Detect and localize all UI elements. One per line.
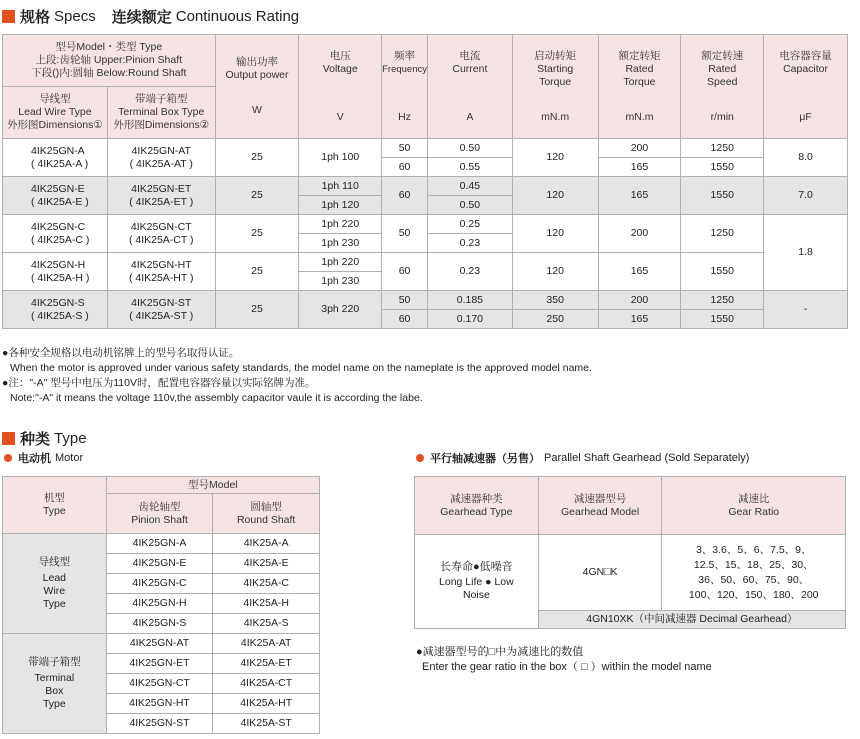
table-row: 4IK25GN-C 4IK25A-C (3, 574, 320, 594)
spec-row-c: 4IK25GN-C ( 4IK25A-C ) 4IK25GN-CT ( 4IK25A-CT ) 25 1ph 220 50 0.25 120 200 1250 1.8 (3, 215, 848, 234)
specs-title-cn: 规格 (20, 9, 51, 26)
section-square-icon (2, 432, 15, 445)
bullet-dot-icon (4, 454, 12, 462)
gearhead-type-header: 减速器种类 Gearhead Type (415, 477, 539, 535)
pinion-header: 齿轮轴型 Pinion Shaft (106, 494, 213, 534)
table-row: 4IK25GN-CT 4IK25A-CT (3, 674, 320, 694)
table-row: 4IK25GN-E 4IK25A-E (3, 554, 320, 574)
table-row: 4IK25GN-HT 4IK25A-HT (3, 694, 320, 714)
terminal-box-header: 带端子箱型 Terminal Box Type 外形图Dimensions② (107, 87, 215, 139)
capacitor-header: 电容器容量 Capacitor μF (764, 35, 848, 139)
table-row: 4IK25GN-S 4IK25A-S (3, 614, 320, 634)
gear-note-en: Enter the gear ratio in the box（ □ ）within the model name (422, 661, 712, 673)
lead-wire-header: 导线型 Lead Wire Type 外形图Dimensions① (3, 87, 108, 139)
motor-subtitle: 电动机 Motor (4, 450, 83, 466)
rating-title-en: Continuous Rating (175, 8, 300, 25)
rating-title-cn: 连续额定 (111, 9, 172, 26)
note-2-en: Note:"-A" it means the voltage 110v,the assembly capacitor vaule it is according the labe. (10, 392, 423, 404)
lead-wire-type-cell: 导线型 Lead Wire Type (3, 534, 107, 634)
model-header: 型号Model (106, 477, 319, 494)
spec-row-s: 4IK25GN-S ( 4IK25A-S ) 4IK25GN-ST ( 4IK25A-ST ) 25 3ph 220 50 0.185 350 200 1250 - (3, 291, 848, 310)
model-header (3, 35, 216, 87)
gear-note-cn: ●减速器型号的□中为减速比的数值 (416, 646, 584, 658)
rated-torque-header: 额定转矩 Rated Torque mN.m (598, 35, 681, 139)
motor-type-table (2, 476, 320, 734)
table-row: 4IK25GN-ST 4IK25A-ST (3, 714, 320, 734)
gearhead-subtitle: 平行轴减速器（另售） Parallel Shaft Gearhead (Sold Separately) (416, 450, 749, 466)
terminal-box-type-cell: 带端子箱型 Terminal Box Type (3, 634, 107, 734)
table-row: 4IK25GN-H 4IK25A-H (3, 594, 320, 614)
note-1-cn: ●各种安全规格以电动机铭牌上的型号名取得认证。 (2, 347, 240, 359)
type-title-en: Type (54, 430, 87, 447)
current-header: 电流 Current A (428, 35, 513, 139)
type-section-title (2, 428, 87, 449)
gear-note (416, 645, 712, 675)
spec-row-e: 4IK25GN-E ( 4IK25A-E ) 4IK25GN-ET ( 4IK25A-ET ) 25 1ph 110 60 0.45 120 165 1550 7.0 (3, 177, 848, 196)
starting-torque-header: 启动转矩 Starting Torque mN.m (512, 35, 598, 139)
spec-row-h: 4IK25GN-H ( 4IK25A-H ) 4IK25GN-HT ( 4IK25A-HT ) 25 1ph 220 60 0.23 120 165 1550 (3, 253, 848, 272)
power-header: 输出功率 Output power W (215, 35, 299, 139)
gearhead-model-cell: 4GN□K (538, 535, 662, 611)
model-title: 型号Model・类型 Type (55, 41, 163, 53)
type-title-cn: 种类 (20, 431, 51, 448)
specs-section-title (2, 6, 299, 27)
type-header: 机型 Type (3, 477, 107, 534)
note-1-en: When the motor is approved under various safety standards, the model name on the nameplate is the approved model name. (10, 362, 592, 374)
long-life-cell: 长寿命●低噪音 Long Life ● Low Noise (415, 535, 539, 629)
lower-note: 下段()内:圆轴 Below:Round Shaft (31, 67, 187, 79)
gear-ratio-header: 减速比 Gear Ratio (662, 477, 846, 535)
spec-row-a: 4IK25GN-A ( 4IK25A-A ) 4IK25GN-AT ( 4IK25A-AT ) 25 1ph 100 50 0.50 120 200 1250 8.0 (3, 139, 848, 158)
voltage-header: 电压 Voltage V (299, 35, 382, 139)
spec-notes (2, 346, 592, 406)
gearhead-model-header: 减速器型号 Gearhead Model (538, 477, 662, 535)
bullet-dot-icon (416, 454, 424, 462)
gearhead-table (414, 476, 846, 629)
specs-table: 型号Model・类型 Type 上段:齿轮轴 Upper:Pinion Shaft 下段()内:圆轴 Below:Round Shaft 输出功率 Output power W 电压 Voltage V 频率 Frequency Hz 电流 Current A 启动转矩 Starting Torque mN.m 额定转矩 Rated Torque mN.m 额定转速 Rated Speed r/min 电容器容量 Capacitor μF 导线型 Lead Wire Type 外形图Dimensions① 带端子箱型 Terminal Box Type 外形图Dimensions② 4IK25GN-A ( 4IK25A-A ) 4IK25GN-AT ( 4IK25A-AT ) 25 1ph 100 50 0.50 120 200 1250 8.0 60 0.55 165 1550 4IK25GN-E ( 4IK25A-E ) 4IK25GN-ET ( 4IK25A-ET ) 25 1ph 110 60 0.45 120 165 1550 7.0 1ph 120 0.50 4IK25GN-C ( 4IK25A-C ) 4IK25GN-CT ( 4IK25A-CT ) 25 1ph 220 50 0.25 120 200 1250 1.8 1ph 230 0.23 4IK25GN-H ( 4IK25A-H ) 4IK25GN-HT ( 4IK25A-HT ) 25 1ph 220 60 0.23 120 165 1550 1ph 230 4IK25GN-S ( 4IK25A-S ) 4IK25GN-ST ( 4IK25A-ST ) 25 3ph 220 50 0.185 350 200 1250 - 60 0.170 250 165 1550 (2, 34, 848, 329)
frequency-header: 频率 Frequency Hz (382, 35, 428, 139)
rated-speed-header: 额定转速 Rated Speed r/min (681, 35, 764, 139)
gear-ratio-cell: 3、3.6、5、6、7.5、9、 12.5、15、18、25、30、 36、50、60、75、90、 100、120、150、180、200 (662, 535, 846, 611)
round-header: 圆轴型 Round Shaft (213, 494, 320, 534)
decimal-gearhead-cell: 4GN10XK（中间减速器 Decimal Gearhead） (538, 611, 845, 629)
table-row: 导线型 Lead Wire Type 4IK25GN-A 4IK25A-A (3, 534, 320, 554)
table-row: 带端子箱型 Terminal Box Type 4IK25GN-AT 4IK25A-AT (3, 634, 320, 654)
section-square-icon (2, 10, 15, 23)
note-2-cn: ●注："-A" 型号中电压为110V时，配置电容器容量以实际铭牌为准。 (2, 377, 316, 389)
specs-title-en: Specs (54, 8, 96, 25)
table-row: 4IK25GN-ET 4IK25A-ET (3, 654, 320, 674)
upper-note: 上段:齿轮轴 Upper:Pinion Shaft (35, 54, 183, 66)
